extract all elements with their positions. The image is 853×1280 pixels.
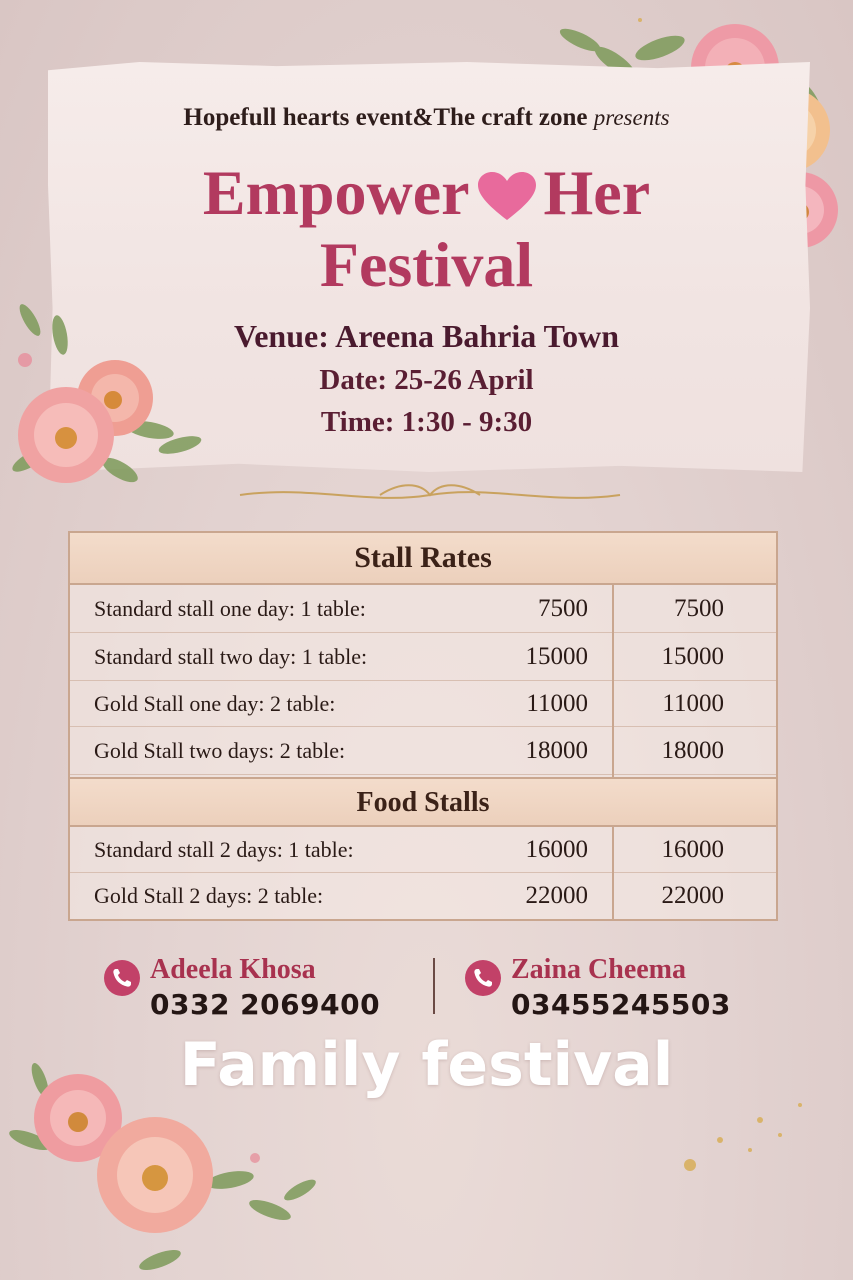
row-price-2: 11000 bbox=[662, 690, 724, 717]
heart-icon bbox=[478, 166, 536, 216]
row-price-1: 16000 bbox=[525, 836, 588, 863]
row-price-2: 18000 bbox=[661, 737, 724, 764]
rates-table bbox=[68, 531, 778, 921]
table-row bbox=[70, 585, 776, 633]
table-row bbox=[70, 681, 776, 727]
phone-icon[interactable] bbox=[465, 960, 501, 996]
row-price-1: 11000 bbox=[526, 690, 588, 717]
title-word-empower: Empower bbox=[202, 157, 470, 228]
family-festival-caption: Family festival bbox=[179, 1030, 674, 1100]
row-price-2: 15000 bbox=[661, 643, 724, 670]
event-title-line-1 bbox=[0, 158, 853, 228]
row-price-1: 15000 bbox=[525, 643, 588, 670]
phone-icon[interactable] bbox=[104, 960, 140, 996]
row-price-1: 22000 bbox=[525, 882, 588, 909]
contact-name: Adeela Khosa bbox=[150, 954, 316, 985]
presenter-names: Hopefull hearts event&The craft zone bbox=[183, 104, 588, 131]
row-label: Standard stall one day: 1 table: bbox=[94, 596, 366, 621]
row-price-1: 7500 bbox=[538, 595, 588, 622]
row-label: Standard stall 2 days: 1 table: bbox=[94, 837, 354, 862]
presenter-line bbox=[0, 104, 853, 132]
presents-word: presents bbox=[593, 105, 670, 130]
event-title-line-2: Festival bbox=[319, 229, 534, 300]
row-label: Gold Stall two days: 2 table: bbox=[94, 738, 346, 763]
contact-name: Zaina Cheema bbox=[511, 954, 686, 985]
table-row bbox=[70, 633, 776, 681]
column-divider bbox=[612, 585, 614, 777]
column-divider bbox=[612, 827, 614, 919]
time-text: Time: 1:30 - 9:30 bbox=[320, 406, 533, 438]
table-row bbox=[70, 827, 776, 873]
row-label: Standard stall two day: 1 table: bbox=[94, 644, 368, 669]
row-label: Gold Stall one day: 2 table: bbox=[94, 691, 336, 716]
contact-divider bbox=[433, 958, 435, 1014]
stall-rates-heading: Stall Rates bbox=[70, 533, 776, 585]
table-row bbox=[70, 727, 776, 775]
venue-text: Venue: Areena Bahria Town bbox=[234, 318, 619, 354]
table-row bbox=[70, 873, 776, 919]
row-price-2: 7500 bbox=[674, 595, 724, 622]
contact-phone-number[interactable]: 03455245503 bbox=[511, 988, 731, 1021]
title-word-her: Her bbox=[543, 157, 651, 228]
contact-phone-number[interactable]: 0332 2069400 bbox=[150, 988, 381, 1021]
date-text: Date: 25-26 April bbox=[319, 364, 534, 396]
row-price-1: 18000 bbox=[525, 737, 588, 764]
row-price-2: 16000 bbox=[661, 836, 724, 863]
ornament-divider bbox=[230, 480, 630, 510]
row-price-2: 22000 bbox=[661, 882, 724, 909]
food-stalls-heading: Food Stalls bbox=[70, 777, 776, 827]
row-label: Gold Stall 2 days: 2 table: bbox=[94, 883, 324, 908]
